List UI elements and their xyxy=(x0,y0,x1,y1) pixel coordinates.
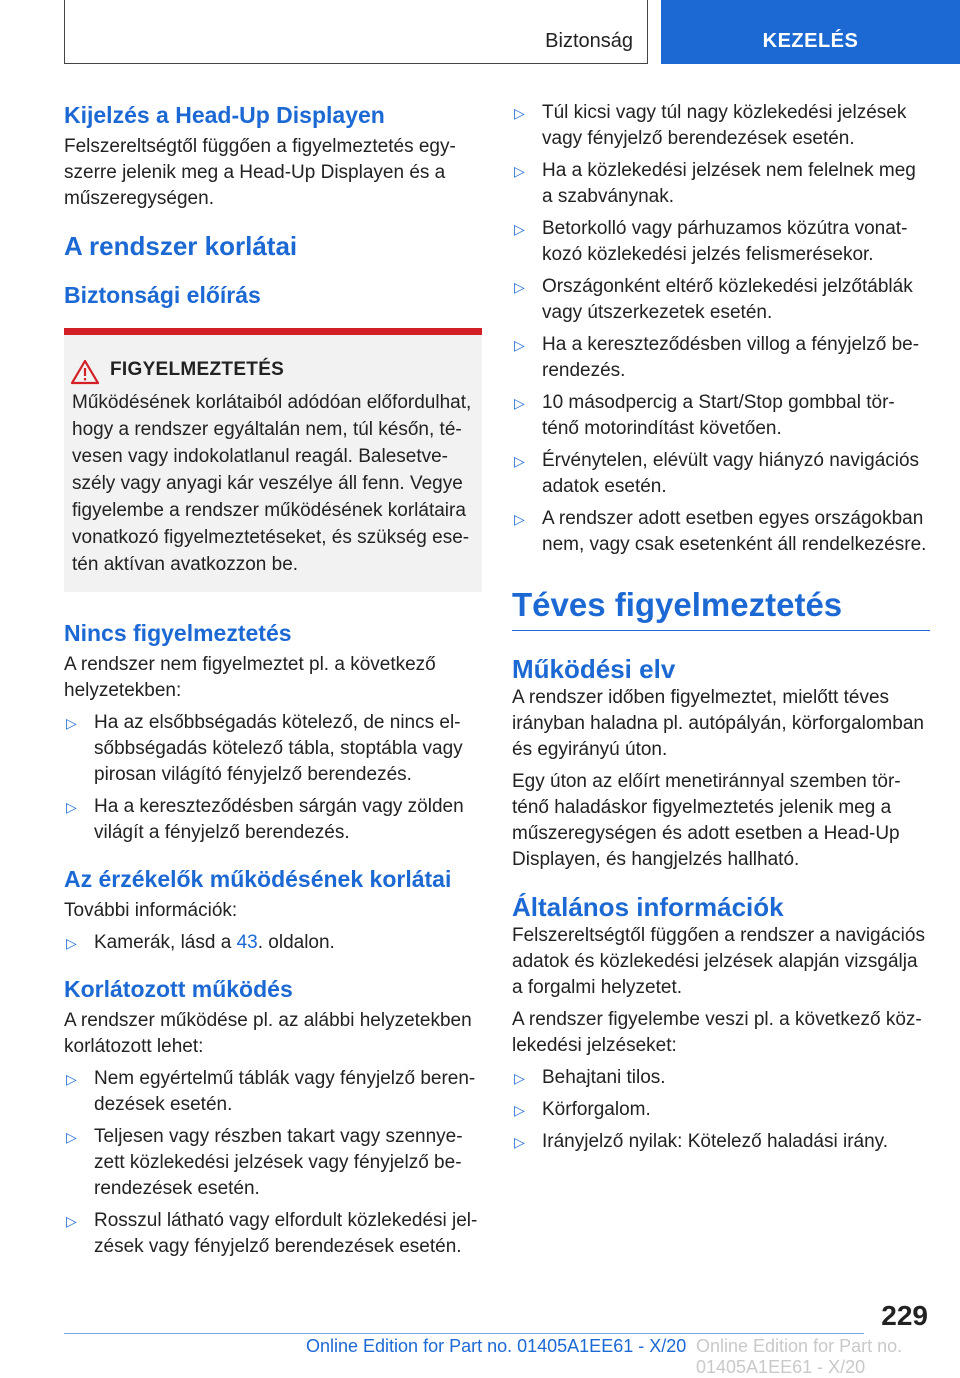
header-tab-kezeles[interactable] xyxy=(661,0,960,64)
triangle-bullet-icon: ▷ xyxy=(66,799,77,815)
list-item: ▷ Irányjelző nyilak: Kötelező haladási irány. xyxy=(512,1129,930,1155)
triangle-bullet-icon: ▷ xyxy=(514,453,525,469)
heading-no-warning: Nincs figyelmeztetés xyxy=(64,620,292,646)
heading-safety: Biztonsági előírás xyxy=(64,282,261,308)
header-frame xyxy=(64,0,648,64)
warning-title-row xyxy=(110,357,474,383)
para-principle-1: A rendszer időben figyelmeztet, mielőtt téves irányban haladna pl. autópályán, körforgalomban és egyirányú úton. xyxy=(512,687,924,760)
para-general-2: A rendszer figyelembe veszi pl. a következő köz-lekedési jelzéseket: xyxy=(512,1009,922,1056)
right-column xyxy=(512,100,930,1161)
list-sensor xyxy=(64,930,482,956)
triangle-bullet-icon: ▷ xyxy=(66,1129,77,1145)
heading-limits: A rendszer korlátai xyxy=(64,231,298,261)
list-item: ▷ Betorkolló vagy párhuzamos közútra vonat-kozó közlekedési jelzés felismerésekor. xyxy=(514,218,908,265)
list-item: ▷ Kamerák, lásd a 43. oldalon. xyxy=(64,930,482,956)
list-item: ▷ Nem egyértelmű táblák vagy fényjelző beren-dezések esetén. xyxy=(66,1068,476,1115)
heading-limited: Korlátozott működés xyxy=(64,976,293,1002)
list-item: ▷ Országonként eltérő közlekedési jelzőtáblák vagy útszerkezetek esetén. xyxy=(514,276,913,323)
triangle-bullet-icon: ▷ xyxy=(66,1213,77,1229)
para-general-1: Felszereltségtől függően a rendszer a navigációs adatok és közlekedési jelzések alapján vizsgálja a forgalmi helyzetet. xyxy=(512,925,925,998)
list-item: ▷ Teljesen vagy részben takart vagy szennye-zett közlekedési jelzések vagy fényjelző be-rendezések esetén. xyxy=(66,1126,463,1199)
triangle-bullet-icon: ▷ xyxy=(514,163,525,179)
para-limited: A rendszer működése pl. az alábbi helyzetekben korlátozott lehet: xyxy=(64,1010,472,1057)
para-no-warning: A rendszer nem figyelmeztet pl. a következő helyzetekben: xyxy=(64,654,436,701)
list-item: ▷ Rosszul látható vagy elfordult közlekedési jel-zések vagy fényjelző berendezések esetén. xyxy=(66,1210,478,1257)
list-no-warning xyxy=(64,710,482,846)
list-limited-continued xyxy=(512,100,930,558)
list-limited xyxy=(64,1066,482,1260)
list-item: ▷ Ha a kereszteződésben villog a fényjelző be-rendezés. xyxy=(514,334,920,381)
triangle-bullet-icon: ▷ xyxy=(514,395,525,411)
page-number: 229 xyxy=(881,1300,928,1331)
footer-edition: Online Edition for Part no. 01405A1EE61 - X/20 xyxy=(306,1336,687,1356)
header-section-title: Biztonság xyxy=(545,30,633,52)
heading-sensor-limits: Az érzékelők működésének korlátai xyxy=(64,866,452,892)
heading-headup: Kijelzés a Head-Up Displayen xyxy=(64,102,385,128)
list-item: ▷ Érvénytelen, elévült vagy hiányzó navigációs adatok esetén. xyxy=(514,450,920,497)
list-item: ▷ Ha a kereszteződésben sárgán vagy zölden világít a fényjelző berendezés. xyxy=(66,796,464,843)
triangle-bullet-icon: ▷ xyxy=(514,1134,525,1150)
list-general xyxy=(512,1065,930,1155)
triangle-bullet-icon: ▷ xyxy=(514,279,525,295)
triangle-bullet-icon: ▷ xyxy=(514,1070,525,1086)
warning-title: FIGYELMEZTETÉS xyxy=(110,359,285,380)
triangle-bullet-icon: ▷ xyxy=(66,1071,77,1087)
triangle-bullet-icon: ▷ xyxy=(514,337,525,353)
list-item: ▷ Ha a közlekedési jelzések nem felelnek meg a szabványnak. xyxy=(514,160,916,207)
page-link-43[interactable]: 43 xyxy=(236,932,258,953)
triangle-bullet-icon: ▷ xyxy=(66,715,77,731)
list-item: ▷ Behajtani tilos. xyxy=(512,1065,930,1091)
list-item: ▷ A rendszer adott esetben egyes országokban nem, vagy csak esetenként áll rendelkezésre. xyxy=(514,508,927,555)
triangle-bullet-icon: ▷ xyxy=(66,935,77,951)
triangle-bullet-icon: ▷ xyxy=(514,1102,525,1118)
para-headup: Felszereltségtől függően a figyelmeztetés egy-szerre jelenik meg a Head-Up Displayen és a műszeregységen. xyxy=(64,136,456,209)
triangle-bullet-icon: ▷ xyxy=(514,105,525,121)
warning-box xyxy=(64,328,482,592)
heading-principle: Működési elv xyxy=(512,654,676,684)
warning-triangle-icon xyxy=(70,359,100,385)
list-item: ▷ Körforgalom. xyxy=(512,1097,930,1123)
left-column xyxy=(64,100,482,1266)
triangle-bullet-icon: ▷ xyxy=(514,221,525,237)
list-item: ▷ Túl kicsi vagy túl nagy közlekedési jelzések vagy fényjelző berendezések esetén. xyxy=(514,102,907,149)
list-item: ▷ Ha az elsőbbségadás kötelező, de nincs el-sőbbségadás kötelező tábla, stoptábla vagy pirosan világító fényjelző berendezés. xyxy=(66,712,463,785)
header-tab-label: KEZELÉS xyxy=(762,30,859,52)
para-sensor: További információk: xyxy=(64,900,238,921)
footer-divider xyxy=(64,1333,864,1334)
heading-general: Általános információk xyxy=(512,892,784,922)
list-item: ▷ 10 másodpercig a Start/Stop gombbal tör-ténő motorindítást követően. xyxy=(514,392,895,439)
triangle-bullet-icon: ▷ xyxy=(514,511,525,527)
para-principle-2: Egy úton az előírt menetiránnyal szemben tör-ténő haladáskor figyelmeztetés jelenik meg a műszeregységen és adott esetben a Head-Up Displayen, és hangjelzés hallható. xyxy=(512,771,901,870)
footer-watermark: Online Edition for Part no. 01405A1EE61 - X/20 xyxy=(696,1336,903,1377)
warning-body: Működésének korlátaiból adódóan előfordulhat, hogy a rendszer egyáltalán nem, túl későn, té-vesen vagy indokolatlanul reagál. Balesetve-szély vagy anyagi kár veszélye áll fenn. Vegye figyelembe a rendszer működésének korlátaira vonatkozó figyelmeztetéseket, és szükség ese-tén aktívan avatkozzon be. xyxy=(72,392,472,575)
heading-false-warning: Téves figyelmeztetés xyxy=(512,584,930,631)
